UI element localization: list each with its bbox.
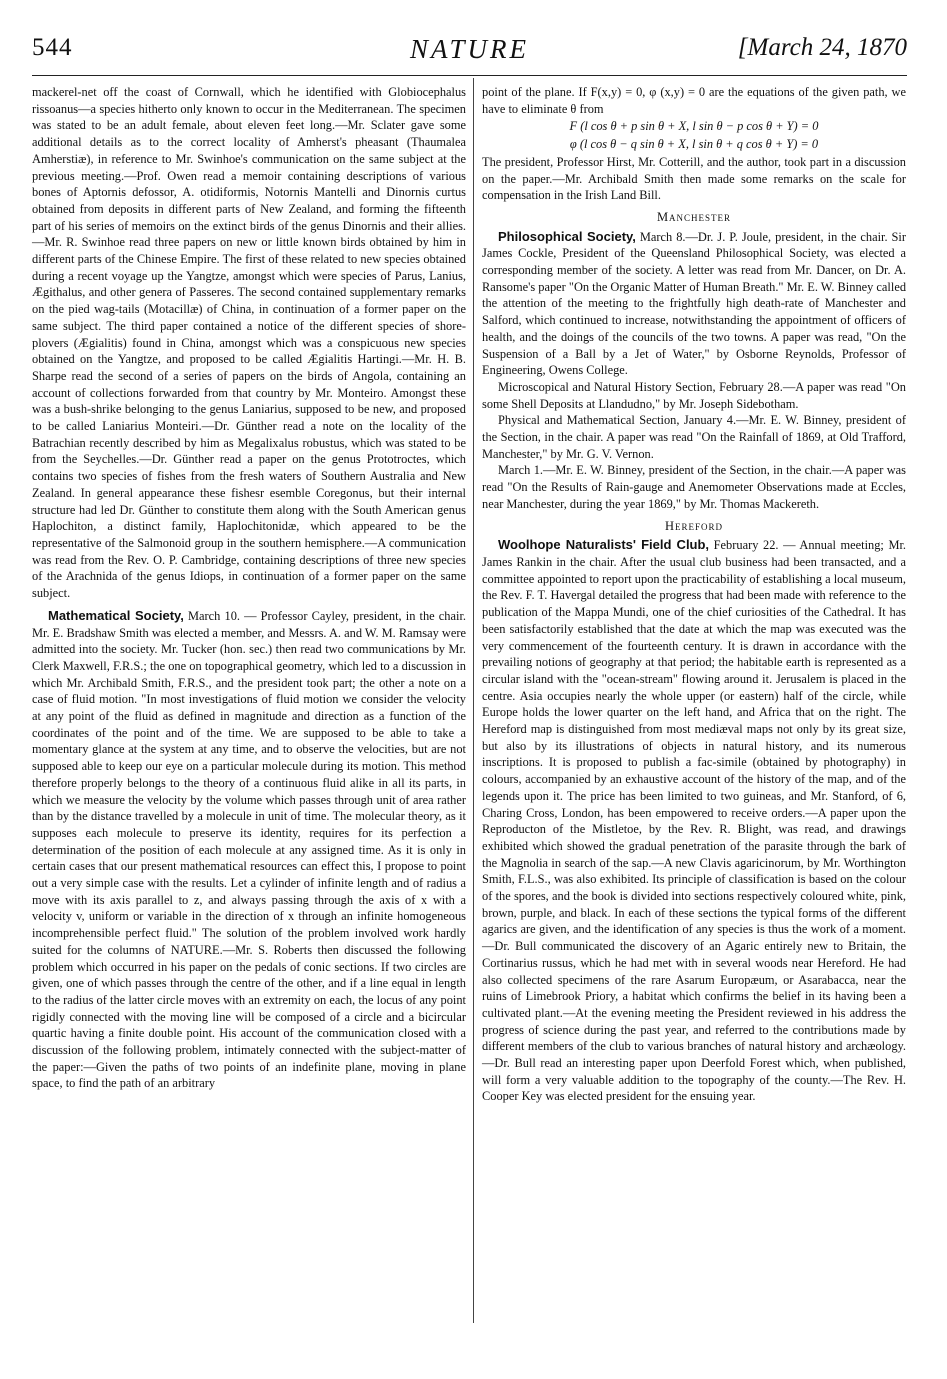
philosophical-society-heading: Philosophical Society, (498, 228, 636, 244)
issue-date: [March 24, 1870 (737, 34, 907, 61)
discussion-paragraph: The president, Professor Hirst, Mr. Cotterill, and the author, took part in a discussion on the paper.—Mr. Archibald Smith then made some remarks on the scale for compensation in the Irish Land Bill. (482, 154, 906, 203)
page-number: 544 (32, 34, 73, 61)
woolhope-club-heading: Woolhope Naturalists' Field Club, (498, 537, 710, 553)
woolhope-club-report (482, 537, 906, 1105)
equation-f: F (l cos θ + p sin θ + X, l sin θ − p cos θ + Y) = 0 (569, 119, 819, 134)
march-meeting-report: March 1.—Mr. E. W. Binney, president of the Section, in the chair.—A paper was read "On the Results of Rain-gauge and Anemometer Observations made at Eccles, near Manchester, during the year 1869," by Mr. Thomas Mackereth. (482, 463, 906, 511)
physical-section-report: Physical and Mathematical Section, January 4.—Mr. E. W. Binney, president of the Section, in the chair. A paper was read "On the Rainfall of 1869, at Old Trafford, Manchester," by Mr. G. V. Vernon. (482, 413, 906, 461)
woolhope-club-body: February 22. — Annual meeting; Mr. James Rankin in the chair. After the usual club business had been transacted, and a committee appointed to report upon the practicability of establishing a local museum, the Rev. F. T. Havergal detailed the progress that had been made with reference to the publication of the Mappa Mundi, one of the chief curiosities of the Cathedral. It has been satisfactorily established that the date at which the map was executed was the very commencement of the fourteenth century. It is drawn in accordance with the prevailing notions of geography at that period; the habitable earth is represented as a circular island with the "ocean-stream" flowing around it. Jerusalem is placed in the centre. Asia occupies nearly the whole upper (or eastern) half of the circle, while Europe holds the lower quarter on the left hand, and Africa that on the right. The Hereford map is distinguished from most mediæval maps not only by its great size, but also by its illustrations of objects in natural history, and its numerous inscriptions. It is proposed to publish a fac-simile (obtained by photography) in colours, accompanied by an exhaustive account of the history of the map, and of the legends upon it. The price has been limited to two guineas, and Mr. Stanford, of 6, Charing Cross, London, has been empowered to receive orders.—A paper upon the Reproducton of the Mistletoe, by the Rev. R. Blight, was read, and drawings exhibited which showed the gradual penetration of the parasite through the bark of the Magnolia in search of the sap.—A new Clavis agaricinorum, by Mr. Worthington Smith, F.L.S., was also exhibited. Its principle of classification is based on the colour of the spores, and the book is divided into sections respectively coloured white, pink, brown, purple, and black. In each of these sections the typical forms of the different agarics are given, and the identification of any species is thus the work of a moment.—Dr. Bull communicated the discovery of an Agaric entirely new to Britain, the Cortinarius russus, which he had met with in several woods near Hereford. He had also collected specimens of the rare Asarum Europæum, or Asarabacca, near the ruins of Limebrook Priory, a habitat which confirms the belief in its having been a cultivated plant.—At the evening meeting the President reviewed in his address the progress of science during the past year, and referred to the contributions made by different members of the club to various branches of natural history and archæology.—Dr. Bull read an interesting paper upon Deerfold Forest which, when published, will form a very valuable addition to the topography of the county.—The Rev. H. Cooper Key was elected president for the ensuing year. (482, 538, 907, 1104)
microscopical-section-report: Microscopical and Natural History Section, February 28.—A paper was read "On some Shell Deposits at Llandudno," by Mr. Joseph Sidebotham. (482, 379, 906, 411)
section-heading-hereford: Hereford (664, 518, 724, 533)
mathematical-society-heading: Mathematical Society, (48, 607, 184, 623)
problem-continuation: point of the plane. If F(x,y) = 0, φ (x,y) = 0 are the equations of the given path, we have to eliminate θ from (482, 85, 906, 116)
equation-phi: φ (l cos θ − q sin θ + X, l sin θ + q cos θ + Y) = 0 (569, 137, 819, 152)
philosophical-society-body: March 8.—Dr. J. P. Joule, president, in the chair. Sir James Cockle, President of the Queensland Philosophical Society, was elected a corresponding member of the society. A letter was read from Mr. Dancer, on Dr. A. Ransome's paper "On the Organic Matter of Human Breath." Mr. E. W. Binney called the attention of the meeting to the frightfully high death-rate of Manchester and Salford, which continued to increase, notwithstanding the appointment of officers of health, and the doings of the councils of the two towns. A paper was read, "On the Suspension of a Ball by a Jet of Water," by Osborne Reynolds, Professor of Engineering, Owens College. (482, 229, 907, 378)
philosophical-society-report (482, 229, 906, 379)
header-rule (32, 75, 907, 76)
section-heading-manchester: Manchester (656, 209, 732, 224)
running-header (32, 34, 907, 70)
right-column (482, 84, 906, 1105)
left-column (32, 84, 466, 1092)
mathematical-society-report (32, 608, 466, 1092)
column-divider (473, 78, 474, 1323)
zoological-society-report: mackerel-net off the coast of Cornwall, which he identified with Globiocephalus rissoanus—a species hitherto only known to occur in the Mediterranean. The specimen was stated to be an adult female, about eleven feet long.—Mr. Sclater gave some additional details as to the correct locality of Amherst's pheasant (Thaumalea Amherstiæ), in reference to Mr. Swinhoe's communication on the same subject at the previous meeting.—Prof. Owen read a memoir containing descriptions of various bones of Aptornis defossor, A. otidiformis, Notornis Mantelli and Dinornis curtus obtained from deposits in different parts of New Zealand, and forming the fifteenth part of his series of memoirs on the extinct birds of the genus Dinornis and their allies.—Mr. R. Swinhoe read three papers on new or little known birds obtained by him in different parts of the Chinese Empire. The first of these related to new species obtained during a recent voyage up the Yangtze, amongst which were species of Parus, Lanius, Ægithalus, and other genera of Passeres. The second contained supplementary remarks on the pied wag-tails (Motacillæ) of China, in continuation of a former paper on the same subject. The third paper contained a notice of the different species of shore-plovers (Ægialitis) found in China, amongst which was a conspicuous new species obtained on the Yangtze, and proposed to be called Ægialitis Hartingi.—Mr. H. B. Sharpe read the second of a series of papers on the birds of Angola, containing an account of collections forwarded from that country by Mr. Monteiro. Amongst these was a bush-shrike belonging to the genus Laniarius, supposed to be new, and proposed to be called Laniarius Monteiri.—Dr. Günther read a note on the locality of the Batrachian recently described by him as Megalixalus robustus, which was stated to be from the Seychelles.—Dr. Günther read a paper on the genus Prototroctes, which contains two species of fishes from the fresh waters of Southern Australia and New Zealand. In general appearance these fishesr esemble Coregonus, but their internal structure had led Dr. Günther to constitute them along with the South American genus Haplochiton, a distinct family, Haplochitonidæ, which appeared to be the representative of the Salmonoid group in the southern hemisphere.—A communication was read from the Rev. O. P. Cambridge, containing descriptions of three new species of the Arachnida of the genus Idiops, in continuation of a former paper on the same subject. (32, 85, 466, 601)
mathematical-society-body: March 10. — Professor Cayley, president, in the chair. Mr. E. Bradshaw Smith was elected a member, and Messrs. A. and W. M. Ramsay were admitted into the society. Mr. Tucker (hon. sec.) then read two communications by Mr. Clerk Maxwell, F.R.S.; the one on topographical geometry, which led to a discussion in which Mr. Archibald Smith, F.R.S., and the president took part; the other a note on a case of fluid motion. "In most investigations of fluid motion we consider the velocity at any point of the fluid as defined in magnitude and direction as a function of the coordinates of the point and of the time. We are supposed to be able to take a momentary glance at the system at any time, and to observe the velocities, but are not supposed able to keep our eye on a particular molecule during its motion. This method therefore properly belongs to the theory of a continuous fluid alike in all its parts, in which we measure the velocity by the volume which passes through unit of area rather than by the distance travelled by a molecule in unit of time. The molecular theory, as it supposes each molecule to preserve its identity, requires for its perfection a determination of the position of each molecule at any assigned time. As it is only in certain cases that our present mathematical resources can effect this, I propose to point out a very simple case with the results. Let a cylinder of infinite length and of radius a move with its axis parallel to z, and always passing through the axis of x with a velocity v, uniform or variable in the direction of x through an infinite homogeneous incomprehensible perfect fluid." The solution of the problem involved work hardly suited for the columns of NATURE.—Mr. S. Roberts then discussed the following problem which occurred in his paper on the pedals of conic sections. If two circles are given, one of which passes through the centre of the other, and if a line equal in length to the radius of the latter circle moves with an extremity on each, the locus of any point rigidly connected with the moving line will be composed of a circle and a bicircular quartic having a finite double point. His account of the communication closed with a discussion of the following problem, intimately connected with the subject-matter of the paper:—Given the paths of two points of an indefinite plane, moving in plane space, to find the path of an arbitrary (32, 608, 466, 1091)
journal-title: NATURE (410, 34, 529, 64)
